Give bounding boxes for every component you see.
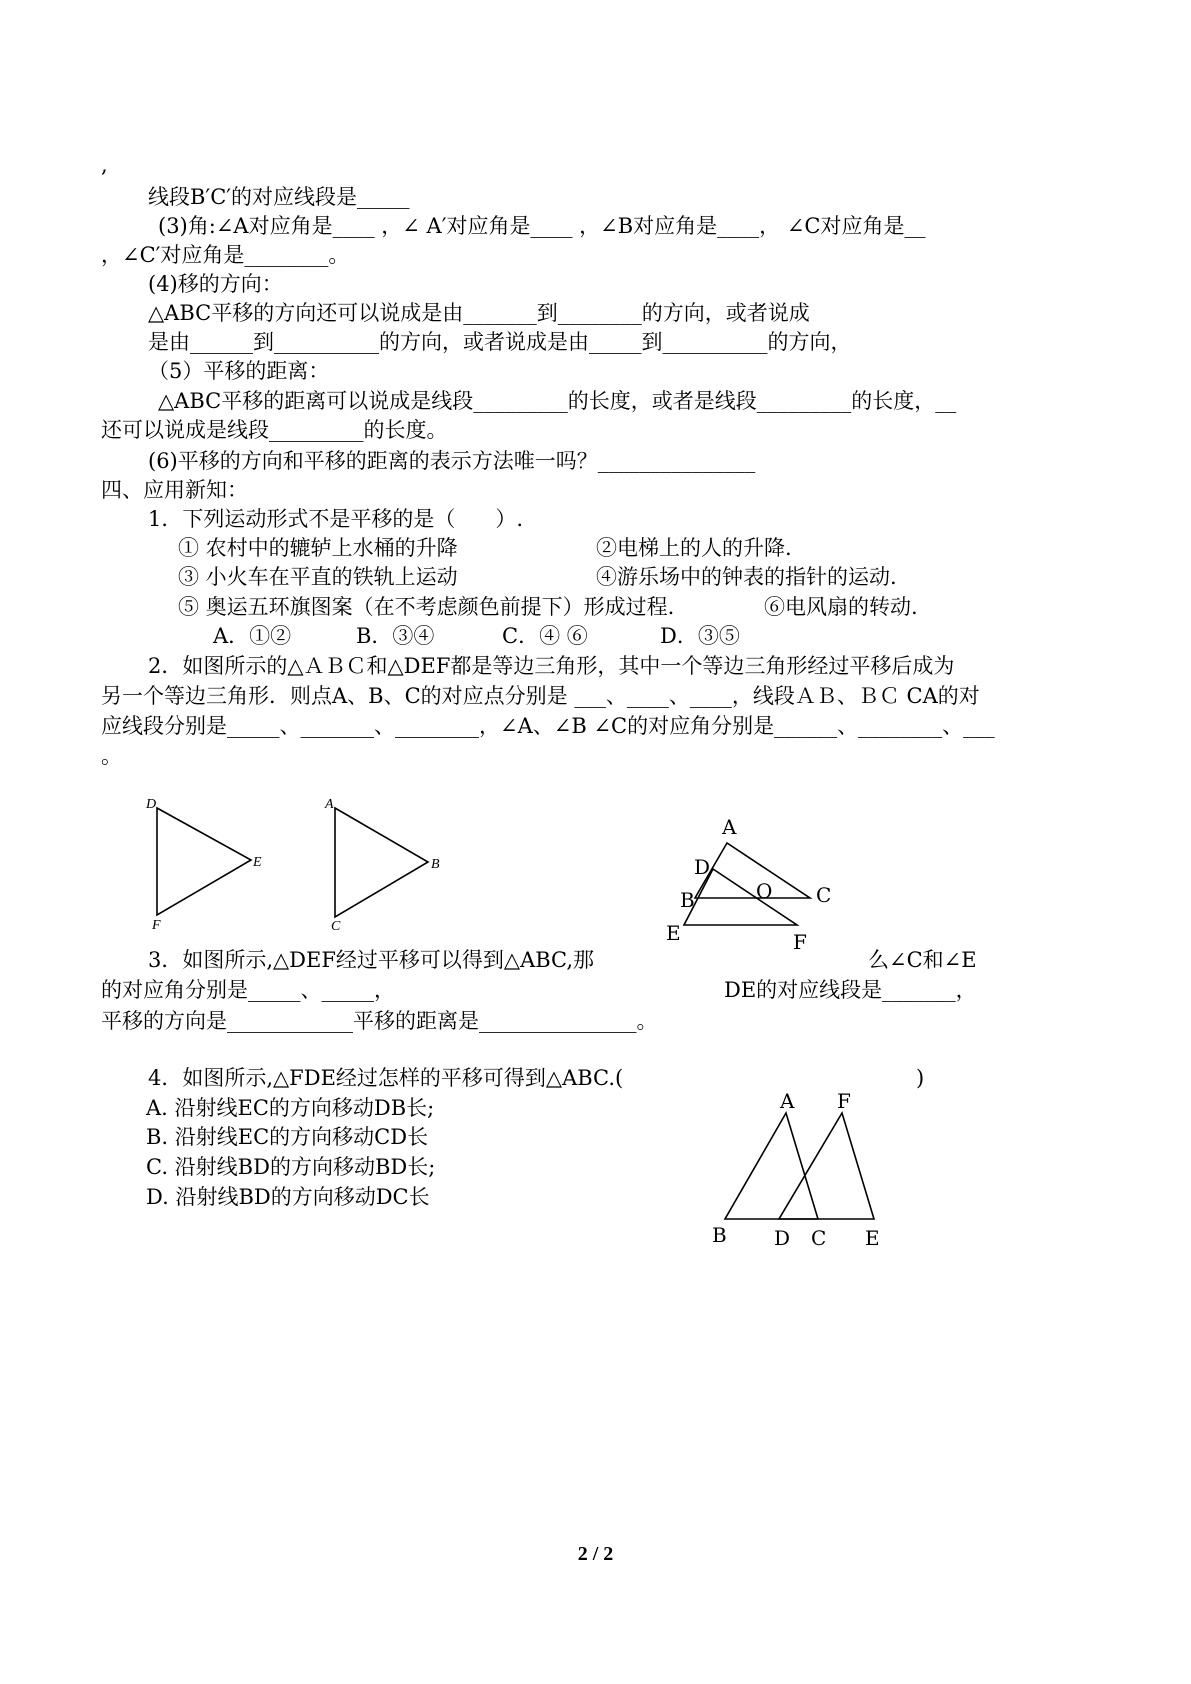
text-line: 么∠C和∠E	[868, 948, 977, 972]
option-item: ④游乐场中的钟表的指针的运动.	[596, 565, 897, 589]
text-line: 的对应角分别是_____、_____，	[101, 978, 395, 1002]
stray-comma: ,	[101, 153, 108, 177]
text-line: (6)平移的方向和平移的距离的表示方法唯一吗？_______________	[148, 449, 756, 473]
triangle-abc-fig4	[725, 1113, 818, 1219]
option-item: ⑥电风扇的转动.	[764, 595, 918, 619]
text-line: △ABC平移的方向还可以说成是由_______到________的方向，或者说成	[148, 301, 810, 325]
text-line: 另一个等边三角形．则点A、B、C的对应点分别是 ___、____、____，线段ＡＢ、ＢＣ CA的对	[101, 684, 980, 708]
option-item: ③ 小火车在平直的铁轨上运动	[178, 565, 458, 589]
vertex-label-e: E	[253, 855, 262, 870]
triangle-fde-fig4	[779, 1113, 874, 1219]
text-line: DE的对应线段是_______，	[724, 978, 977, 1002]
text-line: 。	[101, 744, 122, 768]
text-line: （5）平移的距离：	[148, 359, 330, 383]
triangle-abc	[335, 808, 428, 917]
text-line: 是由______到__________的方向，或者说成是由_____到__________的方向，	[148, 330, 852, 354]
vertex-label-d: D	[146, 797, 157, 812]
triangle-def	[157, 808, 251, 915]
answer-choice-c: C．④ ⑥	[502, 624, 588, 648]
text-line: △ABC平移的距离可以说成是线段_________的长度，或者是线段_________的长度，__	[158, 389, 957, 413]
answer-choice-b: B. 沿射线EC的方向移动CD长	[146, 1125, 429, 1149]
vertex-label-e: E	[865, 1226, 880, 1250]
vertex-label-d: D	[694, 855, 711, 879]
text-line: ，∠C′对应角是________。	[101, 243, 350, 267]
vertex-label-a: A	[780, 1089, 795, 1113]
question-3: 3．如图所示,△DEF经过平移可以得到△ABC,那	[148, 948, 595, 972]
vertex-label-b: B	[431, 857, 440, 872]
answer-choice-d: D．③⑤	[660, 624, 740, 648]
question-2: 2．如图所示的△ＡＢＣ和△DEF都是等边三角形，其中一个等边三角形经过平移后成为	[148, 654, 955, 678]
vertex-label-c: C	[331, 919, 341, 934]
option-item: ⑤ 奥运五环旗图案（在不考虑颜色前提下）形成过程.	[178, 595, 675, 619]
option-item: ②电梯上的人的升降.	[596, 536, 792, 560]
vertex-label-c: C	[816, 883, 832, 907]
answer-choice-a: A. 沿射线EC的方向移动DB长;	[146, 1096, 435, 1120]
answer-choice-d: D. 沿射线BD的方向移动DC长	[146, 1185, 430, 1209]
question-1: 1．下列运动形式不是平移的是（ ）.	[148, 507, 524, 531]
text-line: 还可以说成是线段_________的长度。	[101, 418, 448, 442]
text-line: (3)角:∠A对应角是____ ，∠ A′对应角是____ ，∠B对应角是____， ∠C对应角是__	[158, 214, 926, 238]
section-heading: 四、应用新知：	[101, 478, 248, 502]
text-line: (4)移的方向：	[148, 272, 283, 296]
text-line: 平移的方向是____________平移的距离是_______________。	[101, 1009, 658, 1033]
answer-choice-a: A．①②	[213, 624, 292, 648]
vertex-label-b: B	[680, 888, 695, 912]
vertex-label-e: E	[666, 921, 681, 945]
vertex-label-c: C	[811, 1226, 827, 1250]
question-4: 4．如图所示,△FDE经过怎样的平移可得到△ABC.(	[148, 1066, 624, 1090]
option-item: ① 农村中的辘轳上水桶的升降	[178, 536, 458, 560]
vertex-label-o: O	[756, 879, 773, 903]
text-line: )	[916, 1066, 925, 1090]
text-line: 线段B′C′的对应线段是_____	[148, 185, 410, 209]
vertex-label-f: F	[152, 918, 161, 933]
vertex-label-b: B	[712, 1223, 727, 1247]
vertex-label-a: A	[722, 815, 737, 839]
page-number: 2 / 2	[577, 1543, 614, 1565]
vertex-label-f: F	[793, 930, 807, 954]
vertex-label-d: D	[774, 1226, 791, 1250]
answer-choice-b: B．③④	[356, 624, 435, 648]
vertex-label-a: A	[325, 797, 334, 812]
vertex-label-f: F	[837, 1089, 851, 1113]
text-line: 应线段分别是_____、_______、________，∠A、∠B ∠C的对应角分别是______、________、___	[101, 714, 995, 738]
answer-choice-c: C. 沿射线BD的方向移动BD长;	[146, 1155, 436, 1179]
